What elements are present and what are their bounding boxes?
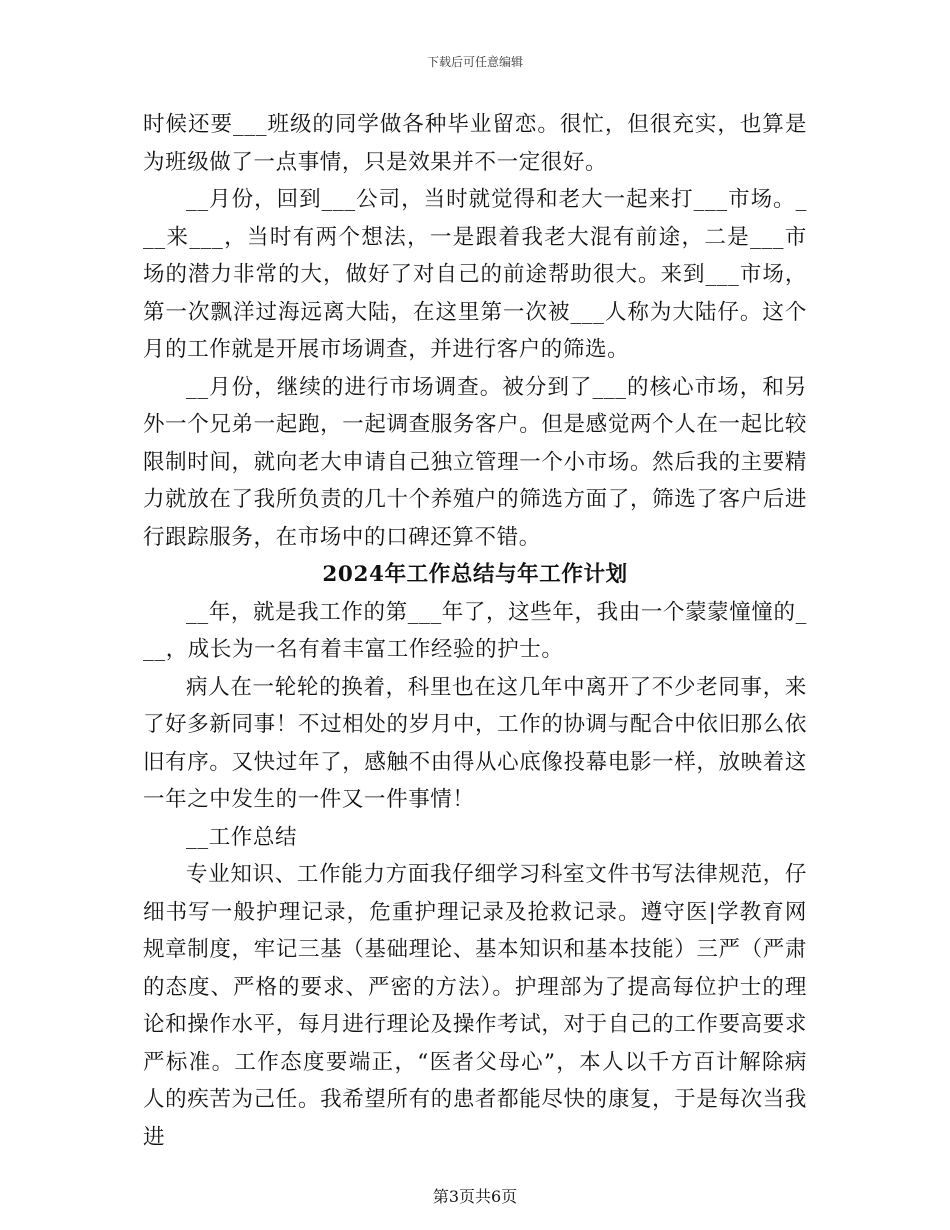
header-note: 下载后可任意编辑 [426, 55, 523, 69]
page-number: 第3页共6页 [432, 1187, 518, 1206]
document-body [143, 106, 807, 1156]
paragraph-3: __月份，继续的进行市场调查。被分到了___的核心市场，和另外一个兄弟一起跑，一起调查服务客户。但是感觉两个人在一起比较限制时间，就向老大申请自己独立管理一个小市场。然后我的主要精力就放在了我所负责的几十个养殖户的筛选方面了，筛选了客户后进行跟踪服务，在市场中的口碑还算不错。 [143, 374, 807, 550]
paragraph-5: 病人在一轮轮的换着，科里也在这几年中离开了不少老同事，来了好多新同事！不过相处的岁月中，工作的协调与配合中依旧那么依旧有序。又快过年了，感触不由得从心底像投幕电影一样，放映着这一年之中发生的一件又一件事情！ [143, 674, 807, 812]
paragraph-2: __月份，回到___公司，当时就觉得和老大一起来打___市场。___来___，当时有两个想法，一是跟着我老大混有前途，二是___市场的潜力非常的大，做好了对自己的前途帮助很大。来到___市场，第一次飘洋过海远离大陆，在这里第一次被___人称为大陆仔。这个月的工作就是开展市场调查，并进行客户的筛选。 [143, 187, 807, 362]
paragraph-4: __年，就是我工作的第___年了，这些年，我由一个蒙蒙憧憧的___，成长为一名有着丰富工作经验的护士。 [143, 599, 807, 662]
section-heading: 2024年工作总结与年工作计划 [322, 562, 628, 587]
paragraph-1: 时候还要___班级的同学做各种毕业留恋。很忙，但很充实，也算是为班级做了一点事情，只是效果并不一定很好。 [143, 112, 807, 175]
paragraph-7: 专业知识、工作能力方面我仔细学习科室文件书写法律规范，仔细书写一般护理记录，危重护理记录及抢救记录。遵守医|学教育网规章制度，牢记三基（基础理论、基本知识和基本技能）三严（严肃的态度、严格的要求、严密的方法）。护理部为了提高每位护士的理论和操作水平，每月进行理论及操作考试，对于自己的工作要高要求严标准。工作态度要端正，“医者父母心”，本人以千方百计解除病人的疾苦为己任。我希望所有的患者都能尽快的康复，于是每次当我进 [143, 862, 807, 1150]
paragraph-6: __工作总结 [186, 824, 298, 850]
